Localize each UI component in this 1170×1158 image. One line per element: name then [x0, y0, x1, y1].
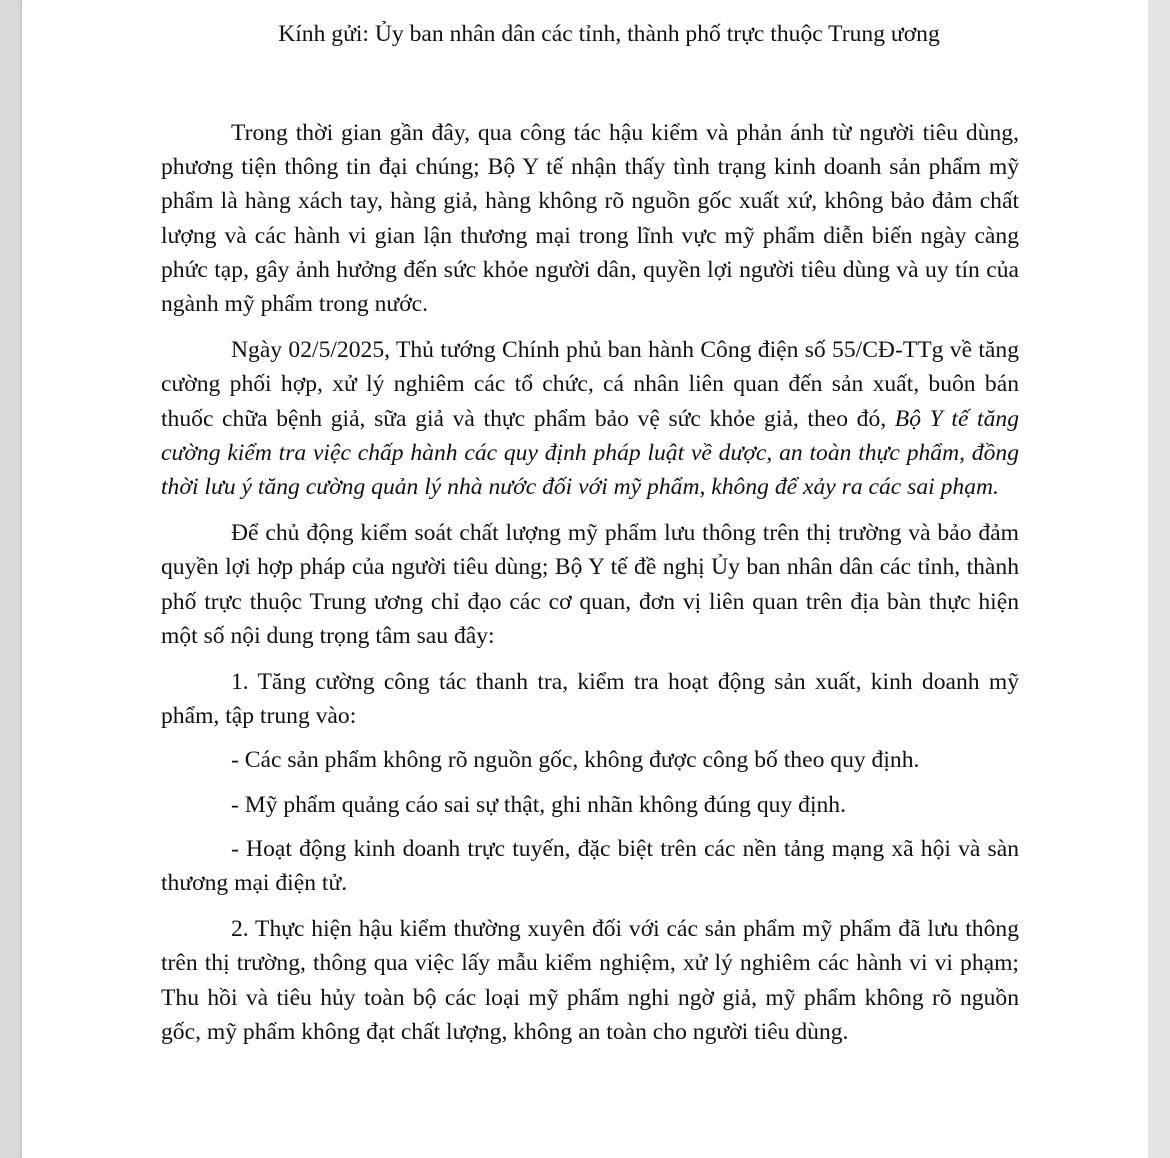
salutation-line: Kính gửi: Ủy ban nhân dân các tỉnh, thành phố trực thuộc Trung ương: [278, 21, 940, 47]
paragraph-directive-quote: Bộ Y tế tăng cường kiểm tra việc chấp hành các quy định pháp luật về dược, an toàn thực phẩm, đồng thời lưu ý tăng cường quản lý nhà nước đối với mỹ phẩm, không để xảy ra các sai phạm.: [161, 405, 1019, 501]
paragraph-directive: [161, 333, 1019, 504]
paragraph-context: Trong thời gian gần đây, qua công tác hậu kiểm và phản ánh từ người tiêu dùng, phương tiện thông tin đại chúng; Bộ Y tế nhận thấy tình trạng kinh doanh sản phẩm mỹ phẩm là hàng xách tay, hàng giả, hàng không rõ nguồn gốc xuất xứ, không bảo đảm chất lượng và các hành vi gian lận thương mại trong lĩnh vực mỹ phẩm diễn biến ngày càng phức tạp, gây ảnh hưởng đến sức khỏe người dân, quyền lợi người tiêu dùng và uy tín của ngành mỹ phẩm trong nước.: [161, 120, 1019, 318]
document-body: [161, 14, 1019, 1049]
paragraph-directive-text: Ngày 02/5/2025, Thủ tướng Chính phủ ban hành Công điện số 55/CĐ-TTg về tăng cường phối hợp, xử lý nghiêm các tổ chức, cá nhân liên quan đến sản xuất, buôn bán thuốc chữa bệnh giả, sữa giả và thực phẩm bảo vệ sức khỏe giả, theo đó,: [161, 337, 1019, 432]
viewer-background: [1148, 0, 1170, 1158]
bullet-item: - Hoạt động kinh doanh trực tuyến, đặc biệt trên các nền tảng mạng xã hội và sàn thương mại điện tử.: [161, 835, 1019, 897]
item-1: 1. Tăng cường công tác thanh tra, kiểm tra hoạt động sản xuất, kinh doanh mỹ phẩm, tập trung vào:: [161, 669, 1019, 730]
paragraph-request: Để chủ động kiểm soát chất lượng mỹ phẩm lưu thông trên thị trường và bảo đảm quyền lợi hợp pháp của người tiêu dùng; Bộ Y tế đề nghị Ủy ban nhân dân các tỉnh, thành phố trực thuộc Trung ương chỉ đạo các cơ quan, đơn vị liên quan trên địa bàn thực hiện một số nội dung trọng tâm sau đây:: [161, 520, 1019, 649]
item-2: 2. Thực hiện hậu kiểm thường xuyên đối với các sản phẩm mỹ phẩm đã lưu thông trên thị trường, thông qua việc lấy mẫu kiểm nghiệm, xử lý nghiêm các hành vi vi phạm; Thu hồi và tiêu hủy toàn bộ các loại mỹ phẩm nghi ngờ giả, mỹ phẩm không rõ nguồn gốc, mỹ phẩm không đạt chất lượng, không an toàn cho người tiêu dùng.: [161, 916, 1019, 1045]
bullet-item: - Mỹ phẩm quảng cáo sai sự thật, ghi nhãn không đúng quy định.: [231, 791, 847, 818]
bullet-item: - Các sản phẩm không rõ nguồn gốc, không được công bố theo quy định.: [231, 747, 920, 774]
